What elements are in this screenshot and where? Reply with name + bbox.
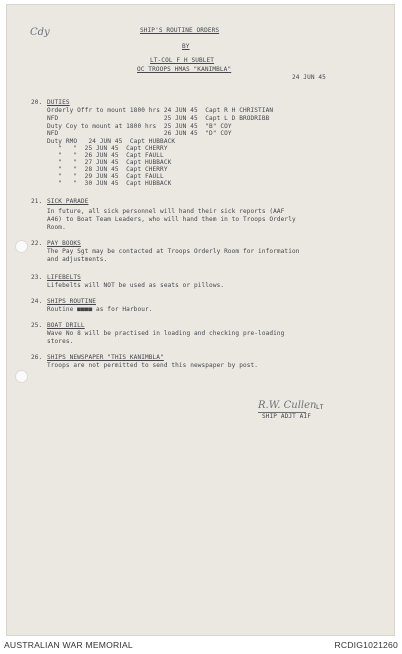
handwritten-note: Cdy xyxy=(30,27,50,38)
order-date: 24 JUN 45 xyxy=(292,74,326,81)
item-title: SHIPS ROUTINE xyxy=(47,298,96,305)
item-line: A46) to Boat Team Leaders, who will hand them in to Troops Orderly xyxy=(47,216,296,223)
item-line: Lifebelts will NOT be used as seats or pillows. xyxy=(47,282,225,289)
item-line: " " 28 JUN 45 Capt CHERRY xyxy=(47,166,168,173)
item-line: Troops are not permitted to send this newspaper by post. xyxy=(47,362,259,369)
item-title: BOAT DRILL xyxy=(47,322,85,329)
item-title: SHIPS NEWSPAPER "THIS KANIMBLA" xyxy=(47,354,164,361)
item-line: " " 30 JUN 45 Capt HUBBACK xyxy=(47,180,172,187)
document-title: SHIP'S ROUTINE ORDERS xyxy=(140,27,220,34)
item-line: NFD 26 JUN 45 "D" COY xyxy=(47,130,232,137)
commander-name: LT-COL F H SUBLET xyxy=(150,57,215,64)
item-number: 22. xyxy=(31,240,43,247)
item-number: 20. xyxy=(31,99,43,106)
item-title: LIFEBELTS xyxy=(47,274,81,281)
item-line: " " 25 JUN 45 Capt CHERRY xyxy=(47,145,168,152)
item-line: Routine ■■■■ as for Harbour. xyxy=(47,306,153,313)
signature-handwritten: R.W. Cullen xyxy=(258,400,317,411)
punch-hole-upper xyxy=(15,240,28,253)
item-number: 25. xyxy=(31,322,43,329)
title-by: BY xyxy=(182,43,190,50)
footer-reference: RCDIG1021260 xyxy=(334,640,398,650)
item-title: PAY BOOKS xyxy=(47,240,81,247)
item-number: 23. xyxy=(31,274,43,281)
item-line: Orderly Offr to mount 1800 hrs 24 JUN 45 Capt R H CHRISTIAN xyxy=(47,107,274,114)
item-line: " " 27 JUN 45 Capt HUBBACK xyxy=(47,159,172,166)
item-number: 24. xyxy=(31,298,43,305)
item-line: NFD 25 JUN 45 Capt L D BRODRIBB xyxy=(47,115,270,122)
footer-source: AUSTRALIAN WAR MEMORIAL xyxy=(4,640,133,650)
item-number: 21. xyxy=(31,198,43,205)
ship-name: OC TROOPS HMAS "KANIMBLA" xyxy=(137,66,232,73)
item-line: Wave No 8 will be practised in loading and checking pre-loading xyxy=(47,330,285,337)
punch-hole-lower xyxy=(15,370,28,383)
item-title: SICK PARADE xyxy=(47,198,89,205)
item-line: Duty Coy to mount at 1800 hrs 25 JUN 45 "B" COY xyxy=(47,123,232,130)
item-line: stores. xyxy=(47,338,74,345)
item-line: and adjustments. xyxy=(47,256,108,263)
item-title: DUTIES xyxy=(47,99,70,106)
item-line: " " 26 JUN 45 Capt FAULL xyxy=(47,152,164,159)
signature-rank: LT xyxy=(316,404,324,411)
item-line: The Pay Sgt may be contacted at Troops Orderly Room for information xyxy=(47,248,300,255)
item-line: In future, all sick personnel will hand their sick reports (AAF xyxy=(47,208,285,215)
item-number: 26. xyxy=(31,354,43,361)
item-line: Room. xyxy=(47,224,66,231)
item-line: " " 29 JUN 45 Capt FAULL xyxy=(47,173,164,180)
item-line: Duty RMO 24 JUN 45 Capt HUBBACK xyxy=(47,138,176,145)
signature-role: SHIP ADJT AIF xyxy=(262,413,311,420)
